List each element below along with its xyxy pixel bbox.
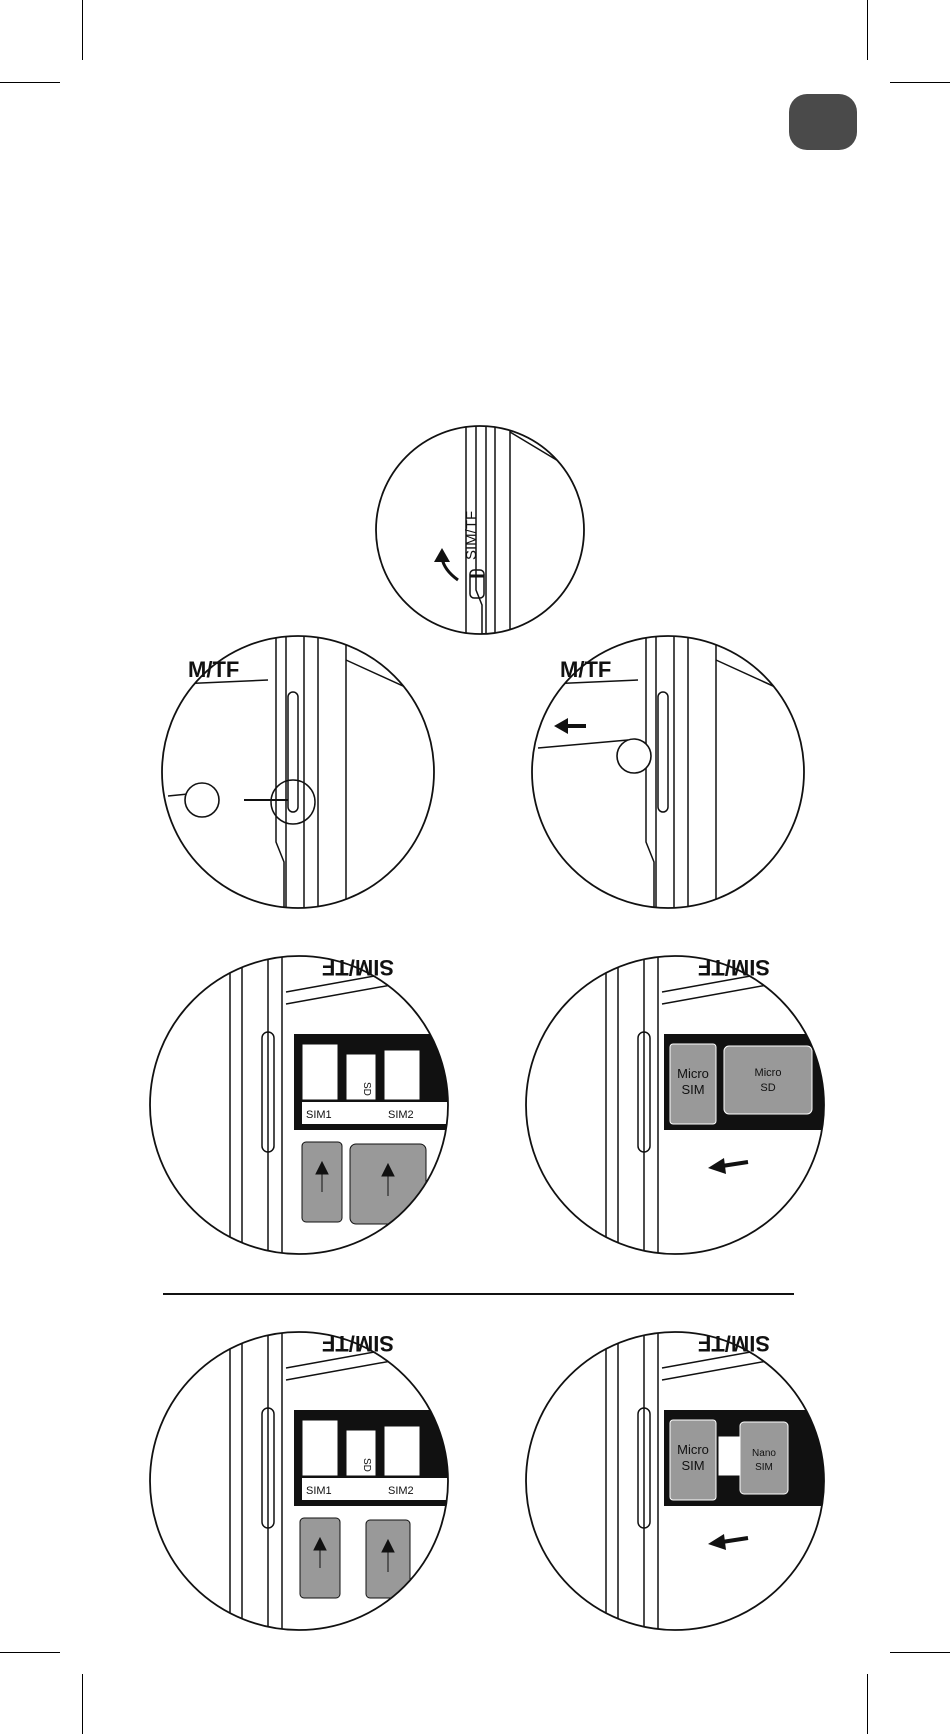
tray-label-sim1: SIM1 (306, 1485, 332, 1497)
tray-label-sd: SD (361, 1082, 372, 1096)
tray-label-sd: SD (361, 1458, 372, 1472)
crop-mark (0, 82, 60, 83)
crop-mark (867, 0, 868, 60)
card-b-line1: Nano (752, 1448, 776, 1459)
tray-label-sim2: SIM2 (388, 1109, 414, 1121)
card-b-line2: SIM (755, 1462, 773, 1473)
slot-label: SIM/TF (697, 1331, 770, 1356)
figure-tray-dual-sim (146, 1328, 452, 1634)
sim2-slot (384, 1426, 420, 1476)
card-a-line2: SIM (681, 1458, 705, 1473)
crop-mark (0, 1652, 60, 1653)
slot-label: SIM/TF (697, 955, 770, 980)
figure-remove-pin (528, 632, 808, 912)
card-a-line1: Micro (677, 1442, 709, 1457)
card-a-line2: SIM (681, 1082, 705, 1097)
slot-label: SIM/TF (321, 1331, 394, 1356)
chapter-tab (789, 94, 857, 150)
card-a-line1: Micro (677, 1066, 709, 1081)
card-b-line2: SD (760, 1082, 776, 1094)
slot-label: SIM/TF (321, 955, 394, 980)
sim1-slot (302, 1420, 338, 1476)
figure-insert-pin (158, 632, 438, 912)
crop-mark (867, 1674, 868, 1734)
slot-label: M/TF (560, 657, 612, 682)
crop-mark (82, 1674, 83, 1734)
tray-label-sim2: SIM2 (388, 1485, 414, 1497)
crop-mark (82, 0, 83, 60)
eject-pin-ring (185, 783, 219, 817)
slot-label: SIM/TF (463, 510, 480, 560)
sd-slot (718, 1436, 742, 1476)
figure-open-cover (370, 420, 590, 640)
figure-cards-inserted-sd (522, 952, 828, 1258)
card-b-line1: Micro (754, 1067, 782, 1079)
push-arrow (722, 1162, 748, 1166)
crop-mark (890, 82, 950, 83)
sim1-slot (302, 1044, 338, 1100)
eject-pin-ring (617, 739, 651, 773)
sim2-slot (384, 1050, 420, 1100)
section-divider (163, 1293, 794, 1295)
figure-tray-sd (146, 952, 452, 1258)
micro-sd-card (724, 1046, 812, 1114)
push-arrow (722, 1538, 748, 1542)
slot-label: M/TF (188, 657, 240, 682)
figure-cards-inserted-dual-sim (522, 1328, 828, 1634)
tray-label-sim1: SIM1 (306, 1109, 332, 1121)
crop-mark (890, 1652, 950, 1653)
